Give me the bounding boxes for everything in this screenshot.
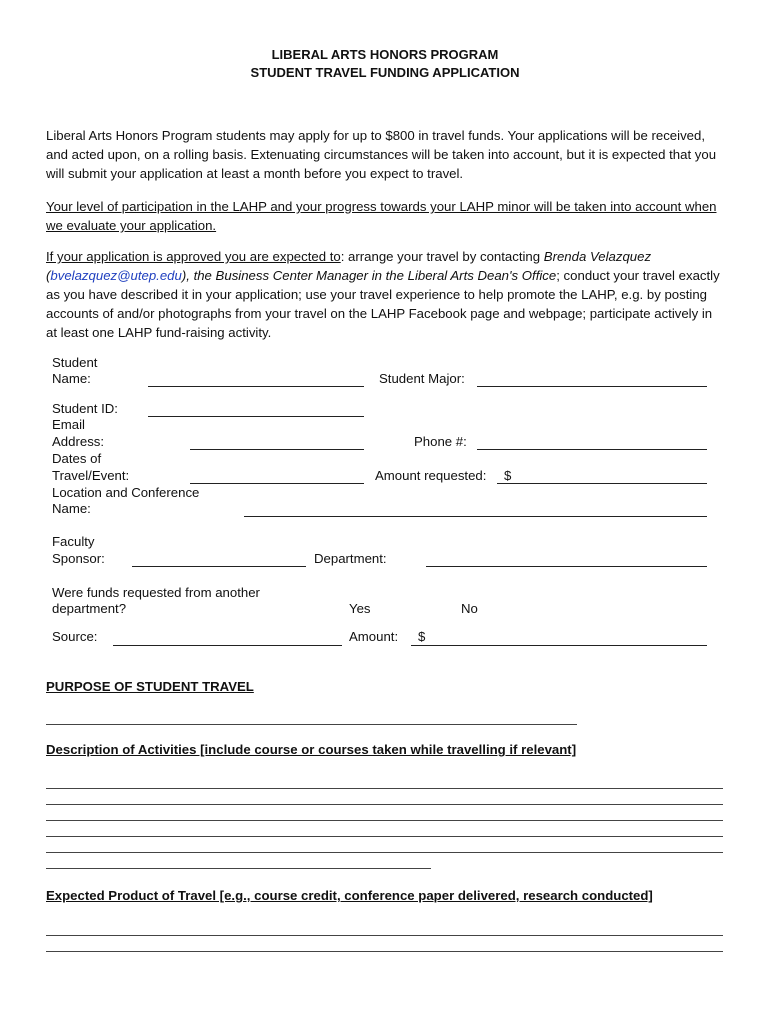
- expectations-paragraph: [46, 247, 726, 342]
- header-title: LIBERAL ARTS HONORS PROGRAM: [271, 47, 499, 62]
- email-label-1: Email: [52, 417, 85, 432]
- expected-heading: Expected Product of Travel [e.g., course credit, conference paper delivered, research conducted]: [46, 888, 653, 903]
- phone-label: Phone #:: [414, 434, 467, 449]
- email-label-2: Address:: [52, 434, 105, 449]
- funds-question-2: department?: [52, 601, 127, 616]
- dates-label-2: Travel/Event:: [52, 468, 130, 483]
- header-subtitle: STUDENT TRAVEL FUNDING APPLICATION: [250, 65, 520, 80]
- expected-line-1[interactable]: [46, 935, 723, 936]
- email-field[interactable]: [190, 449, 364, 450]
- amount-requested-field[interactable]: [497, 483, 707, 484]
- student-name-label-2: Name:: [52, 371, 91, 386]
- source-label: Source:: [52, 629, 98, 644]
- amount-requested-label: Amount requested:: [375, 468, 487, 483]
- amount-requested-dollar: $: [504, 468, 512, 483]
- expectations-text-rest: ; conduct your travel exactly as you have described it in your application; use your travel experience to help promote the LAHP, e.g. by posting accounts of and/or photographs from your travel on the LAHP Facebook page and webpage; participate actively in at least one LAHP fund-raising activity.: [46, 268, 720, 340]
- description-line-4[interactable]: [46, 836, 723, 837]
- source-field[interactable]: [113, 645, 342, 646]
- dates-label-1: Dates of: [52, 451, 102, 466]
- phone-field[interactable]: [477, 449, 707, 450]
- student-name-field[interactable]: [148, 386, 364, 387]
- description-line-3[interactable]: [46, 820, 723, 821]
- student-major-label: Student Major:: [379, 371, 465, 386]
- student-id-label: Student ID:: [52, 401, 118, 416]
- purpose-line[interactable]: [46, 724, 577, 725]
- paren-open: (: [46, 268, 51, 283]
- faculty-label-1: Faculty: [52, 534, 95, 549]
- description-line-1[interactable]: [46, 788, 723, 789]
- description-line-2[interactable]: [46, 804, 723, 805]
- location-field[interactable]: [244, 516, 707, 517]
- no-option[interactable]: No: [461, 601, 478, 616]
- description-heading: Description of Activities [include course or courses taken while travelling if relevant]: [46, 742, 577, 757]
- description-line-5[interactable]: [46, 852, 723, 853]
- student-id-field[interactable]: [148, 416, 364, 417]
- travel-dates-field[interactable]: [190, 483, 364, 484]
- contact-role: ), the Business Center Manager in the Liberal Arts Dean's Office: [181, 268, 557, 283]
- amount-field[interactable]: [411, 645, 707, 646]
- contact-email-link[interactable]: bvelazquez@utep.edu: [50, 268, 182, 283]
- expectations-text-a: : arrange your travel by contacting: [340, 249, 544, 264]
- faculty-sponsor-field[interactable]: [132, 566, 306, 567]
- department-label: Department:: [314, 551, 387, 566]
- student-name-label-1: Student: [52, 355, 98, 370]
- expected-line-2[interactable]: [46, 951, 723, 952]
- funds-question-1: Were funds requested from another: [52, 585, 260, 600]
- contact-name: Brenda Velazquez: [543, 249, 652, 264]
- department-field[interactable]: [426, 566, 707, 567]
- yes-option[interactable]: Yes: [349, 601, 371, 616]
- intro-paragraph: Liberal Arts Honors Program students may apply for up to $800 in travel funds. Your applications will be received, and acted upon, on a rolling basis. Extenuating circumstances will be taken into account, but it is expected that you will submit your application at least a month before you expect to travel.: [46, 128, 717, 181]
- location-label-2: Name:: [52, 501, 91, 516]
- evaluation-paragraph: Your level of participation in the LAHP and your progress towards your LAHP minor will be taken into account when we evaluate your application.: [46, 199, 717, 233]
- faculty-label-2: Sponsor:: [52, 551, 105, 566]
- amount-label: Amount:: [349, 629, 399, 644]
- location-label-1: Location and Conference: [52, 485, 200, 500]
- expectations-lead: If your application is approved you are expected to: [46, 249, 341, 264]
- description-line-6[interactable]: [46, 868, 431, 869]
- amount-dollar: $: [418, 629, 426, 644]
- purpose-heading: PURPOSE OF STUDENT TRAVEL: [46, 679, 254, 694]
- student-major-field[interactable]: [477, 386, 707, 387]
